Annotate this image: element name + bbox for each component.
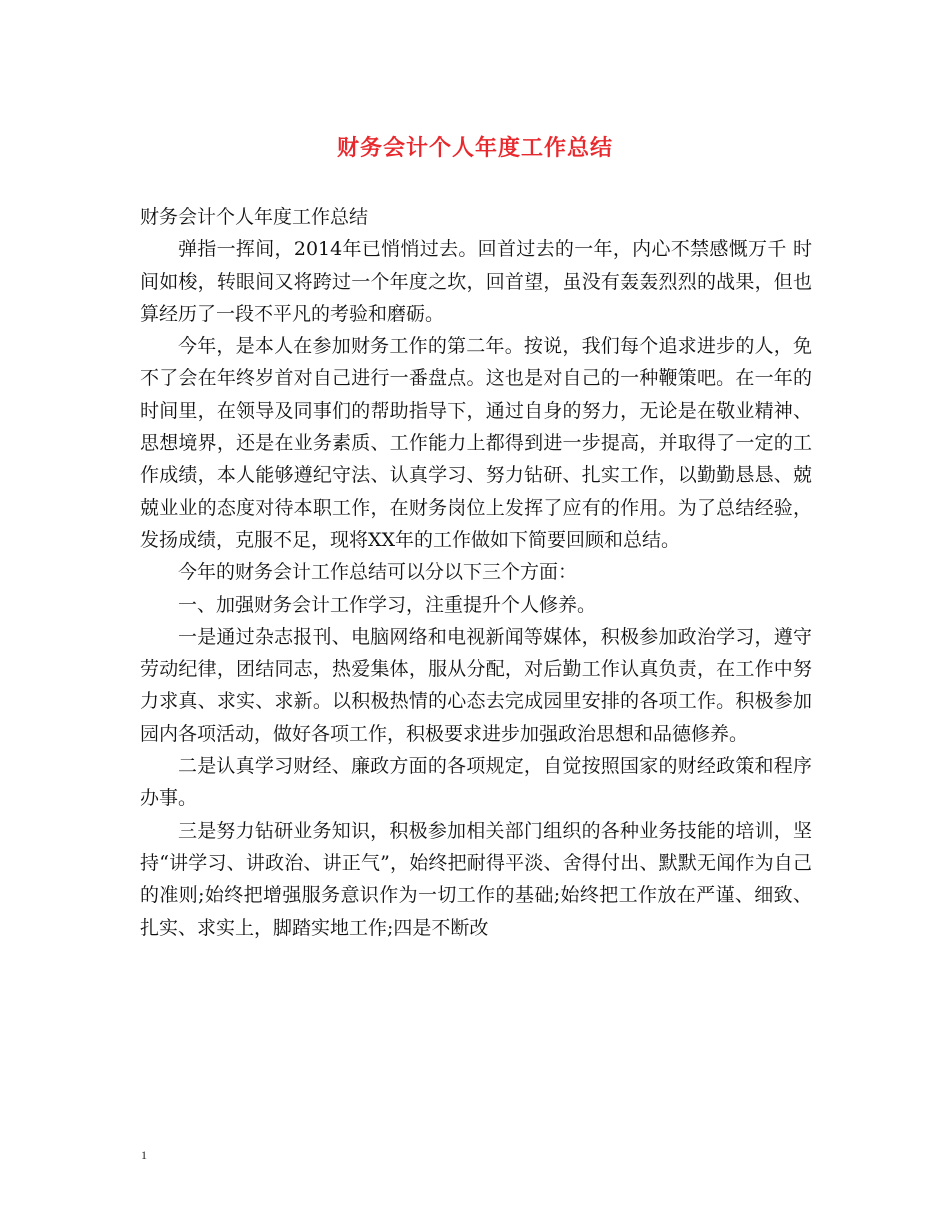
paragraph: 一、加强财务会计工作学习，注重提升个人修养。 [178, 593, 597, 616]
paragraph: 二是认真学习财经、廉政方面的各项规定，自觉按照国家的财经政策和程序办事。 [140, 755, 812, 810]
paragraph: 今年的财务会计工作总结可以分以下三个方面： [178, 561, 578, 584]
paragraph: 今年，是本人在参加财务工作的第二年。按说，我们每个追求进步的人，免不了会在年终岁首对自己进行一番盘点。这也是对自己的一种鞭策吧。在一年的时间里，在领导及同事们的帮助指导下，通过自身的努力，无论是在敬业精神、思想境界，还是在业务素质、工作能力上都得到进一步提高，并取得了一定的工作成绩，本人能够遵纪守法、认真学习、努力钻研、扎实工作，以勤勤恳恳、兢兢业业的态度对待本职工作，在财务岗位上发挥了应有的作用。为了总结经验，发扬成绩，克服不足，现将XX年的工作做如下简要回顾和总结。 [140, 335, 812, 551]
paragraph: 一是通过杂志报刊、电脑网络和电视新闻等媒体，积极参加政治学习，遵守劳动纪律，团结同志，热爱集体，服从分配，对后勤工作认真负责，在工作中努力求真、求实、求新。以积极热情的心态去完成园里安排的各项工作。积极参加园内各项活动，做好各项工作，积极要求进步加强政治思想和品德修养。 [140, 625, 812, 745]
document-body [140, 201, 812, 944]
paragraph: 财务会计个人年度工作总结 [140, 206, 369, 228]
paragraph: 三是努力钻研业务知识，积极参加相关部门组织的各种业务技能的培训，坚持“讲学习、讲政治、讲正气”，始终把耐得平淡、舍得付出、默默无闻作为自己的准则;始终把增强服务意识作为一切工作的基础;始终把工作放在严谨、细致、扎实、求实上，脚踏实地工作;四是不断改 [140, 819, 812, 939]
paragraph: 弹指一挥间，2014年已悄悄过去。回首过去的一年，内心不禁感慨万千 时间如梭，转眼间又将跨过一个年度之坎，回首望，虽没有轰轰烈烈的战果，但也算经历了一段不平凡的考验和磨砺。 [140, 238, 812, 325]
document-title: 财务会计个人年度工作总结 [336, 135, 613, 161]
page-number: 1 [141, 1148, 147, 1162]
